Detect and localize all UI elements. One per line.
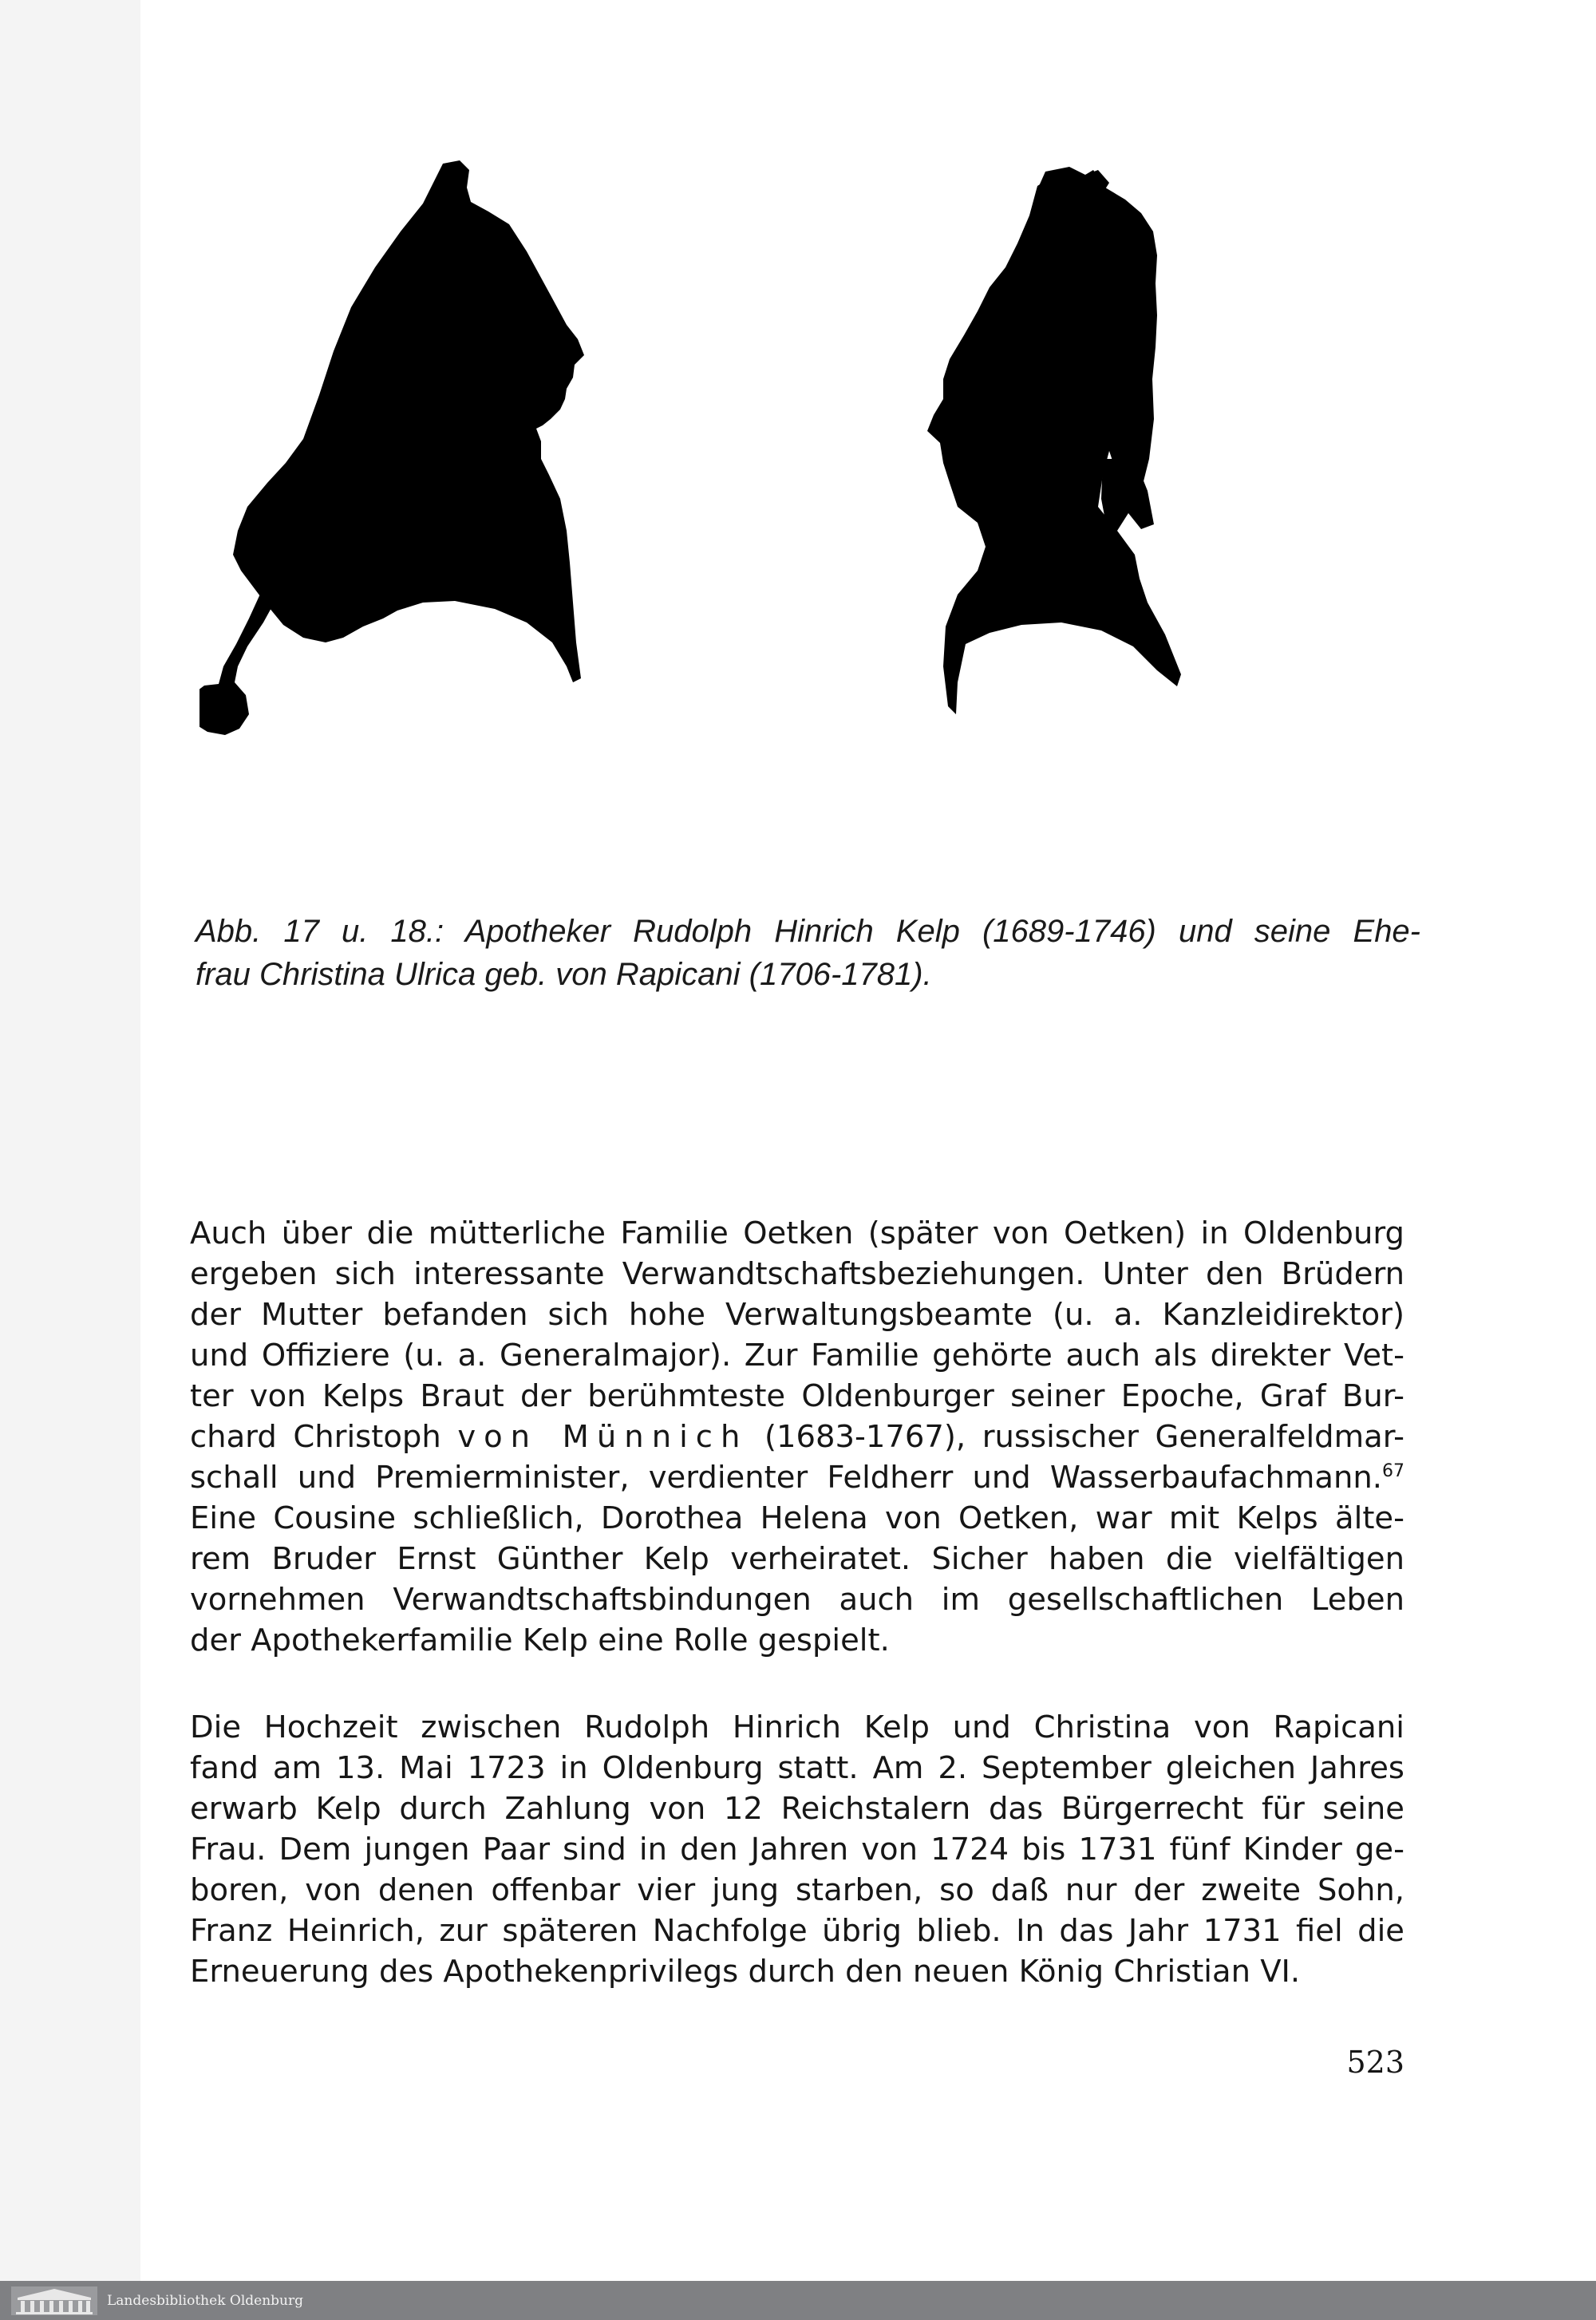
caption-line-1: Abb. 17 u. 18.: Apotheker Rudolph Hinrich Kelp (1689-1746) und seine Ehe-: [196, 914, 1420, 949]
silhouette-figure: [200, 156, 1396, 882]
footer-bar: [0, 2281, 1596, 2320]
text-line: [190, 1417, 1404, 1457]
spaced-name: von Münnich: [457, 1419, 749, 1455]
text-line: Erneuerung des Apothekenprivilegs durch den neuen König Christian VI.: [190, 1954, 1301, 1990]
footnote-ref: 67: [1382, 1461, 1404, 1482]
text-line: und Offiziere (u. a. Generalmajor). Zur Familie gehörte auch als direkter Vet-: [190, 1338, 1404, 1373]
text-line: ter von Kelps Braut der berühmteste Oldenburger seiner Epoche, Graf Bur-: [190, 1378, 1404, 1414]
text-line: ergeben sich interessante Verwandtschaftsbeziehungen. Unter den Brüdern: [190, 1256, 1404, 1292]
caption-line-2: frau Christina Ulrica geb. von Rapicani (1706-1781).: [196, 957, 932, 992]
text-line: der Apothekerfamilie Kelp eine Rolle gespielt.: [190, 1622, 890, 1658]
figure-caption: [196, 910, 1420, 996]
text-line: [190, 1457, 1404, 1498]
text-line: vornehmen Verwandtschaftsbindungen auch im gesellschaftlichen Leben: [190, 1582, 1404, 1618]
page-number: 523: [1346, 2045, 1404, 2080]
text-line: Die Hochzeit zwischen Rudolph Hinrich Kelp und Christina von Rapicani: [190, 1709, 1404, 1745]
text-line: boren, von denen offenbar vier jung starben, so daß nur der zweite Sohn,: [190, 1872, 1404, 1908]
text-line: der Mutter befanden sich hohe Verwaltungsbeamte (u. a. Kanzleidirektor): [190, 1297, 1404, 1333]
text-line: fand am 13. Mai 1723 in Oldenburg statt. Am 2. September gleichen Jahres: [190, 1750, 1404, 1786]
text-line: Auch über die mütterliche Familie Oetken (später von Oetken) in Oldenburg: [190, 1215, 1404, 1251]
text-line: Frau. Dem jungen Paar sind in den Jahren von 1724 bis 1731 fünf Kinder ge-: [190, 1832, 1404, 1867]
library-building-icon: [11, 2286, 97, 2315]
bonnet-knot: [1039, 167, 1109, 199]
text-line: erwarb Kelp durch Zahlung von 12 Reichstalern das Bürgerrecht für seine: [190, 1791, 1404, 1827]
female-silhouette: [927, 170, 1181, 714]
text-segment: (1683-1767), russischer Generalfeldmar-: [764, 1419, 1404, 1455]
paragraph-wedding: [190, 1707, 1404, 1992]
text-segment: schall und Premierminister, verdienter Feldherr und Wasserbaufachmann.: [190, 1460, 1382, 1496]
text-line: rem Bruder Ernst Günther Kelp verheiratet. Sicher haben die vielfältigen: [190, 1541, 1404, 1577]
library-name[interactable]: Landesbibliothek Oldenburg: [107, 2292, 304, 2309]
paragraph-family-oetken: [190, 1213, 1404, 1661]
male-silhouette: [233, 160, 584, 682]
text-segment: chard Christoph: [190, 1419, 441, 1455]
text-line: Eine Cousine schließlich, Dorothea Helena von Oetken, war mit Kelps älte-: [190, 1500, 1404, 1536]
text-line: Franz Heinrich, zur späteren Nachfolge übrig blieb. In das Jahr 1731 fiel die: [190, 1913, 1404, 1949]
